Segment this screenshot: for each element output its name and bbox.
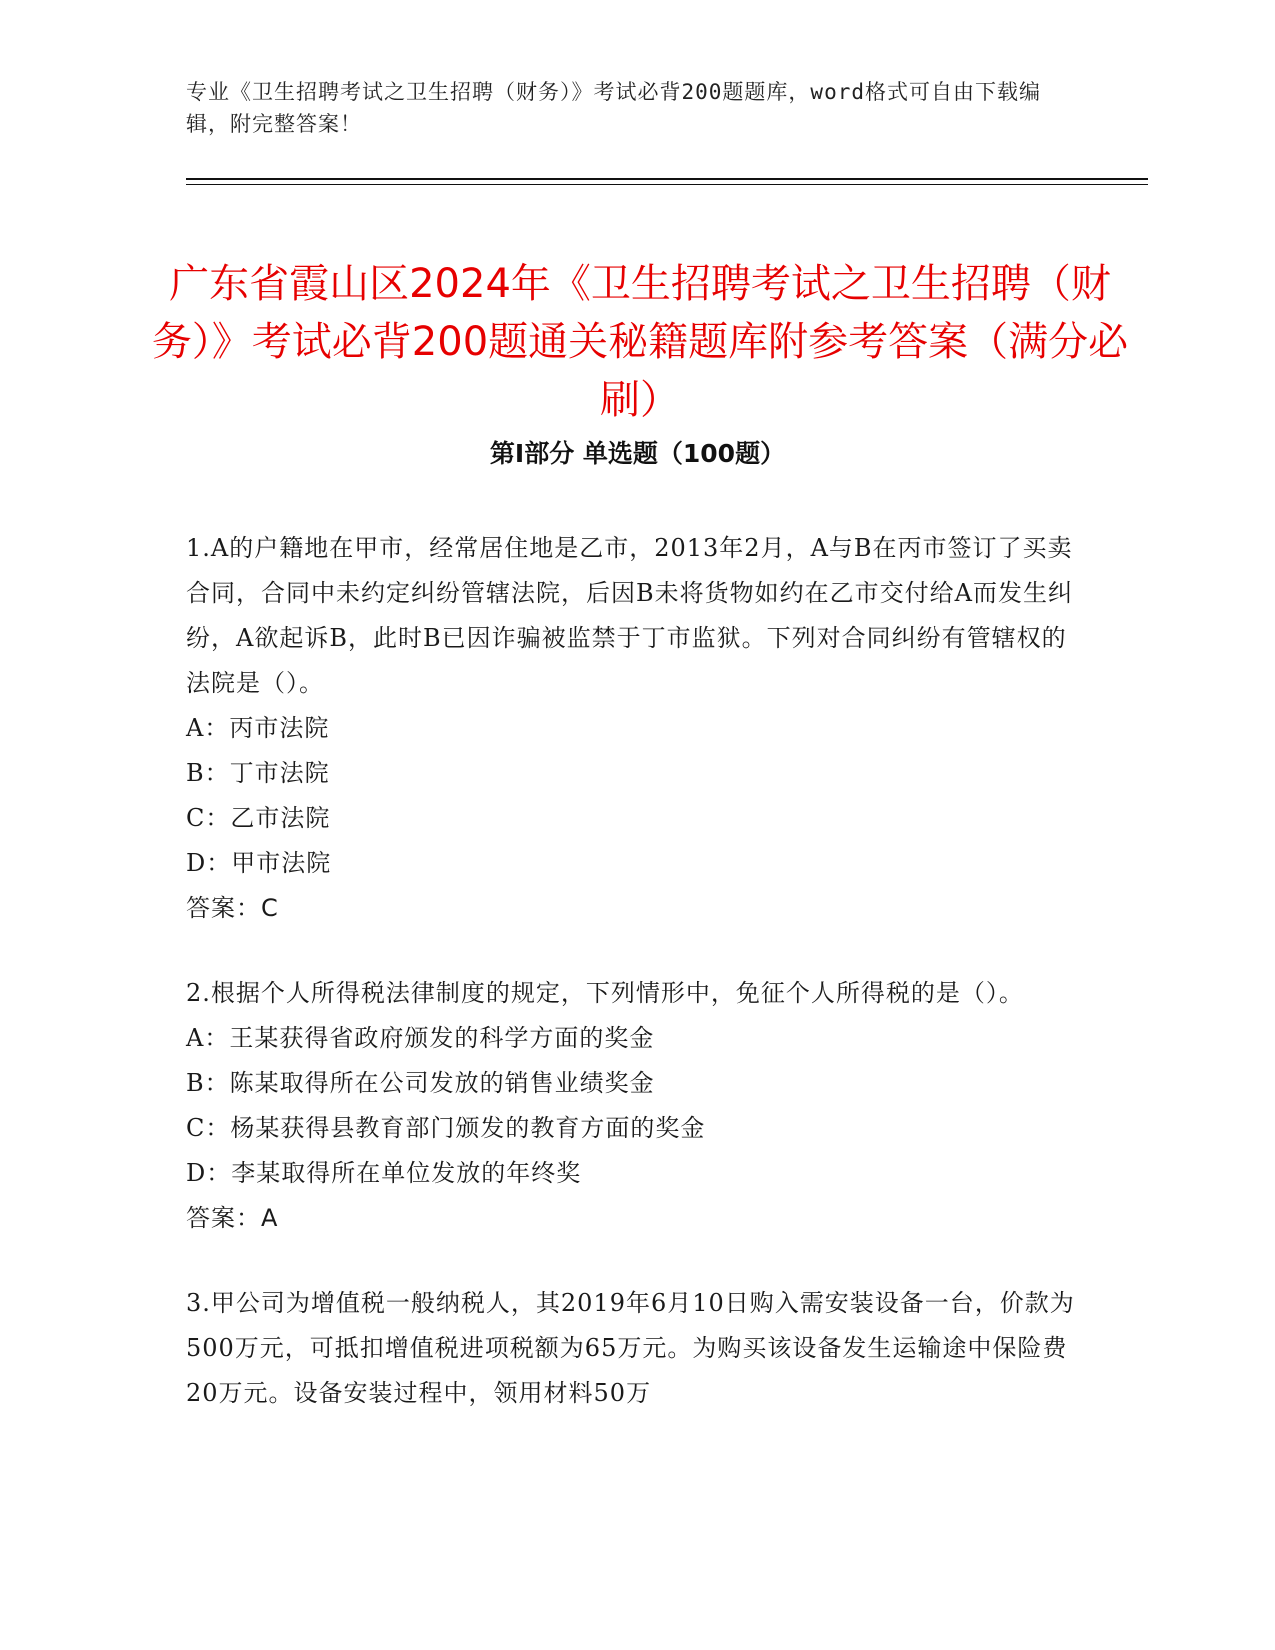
option-c: C：杨某获得县教育部门颁发的教育方面的奖金 xyxy=(186,1114,706,1142)
section-heading: 第Ⅰ部分 单选题（100题） xyxy=(489,439,786,468)
question-stem: 2.根据个人所得税法律制度的规定，下列情形中，免征个人所得税的是（）。 xyxy=(186,979,1024,1007)
header-rule-thin xyxy=(186,184,1148,185)
header-rule-thick xyxy=(186,178,1148,180)
document-title: 广东省霞山区2024年《卫生招聘考试之卫生招聘（财务）》考试必背200题通关秘籍题库附参考答案（满分必刷） xyxy=(151,260,1129,423)
option-d: D：甲市法院 xyxy=(186,849,332,877)
question-list xyxy=(186,526,1086,1456)
option-b: B：丁市法院 xyxy=(186,759,330,787)
question-stem: 3.甲公司为增值税一般纳税人，其2019年6月10日购入需安装设备一台，价款为500万元，可抵扣增值税进项税额为65万元。为购买该设备发生运输途中保险费20万元。设备安装过程中，领用材料50万 xyxy=(186,1289,1075,1407)
answer: 答案：A xyxy=(186,1204,279,1232)
option-c: C：乙市法院 xyxy=(186,804,331,832)
question-3 xyxy=(186,1281,1086,1416)
option-a: A：王某获得省政府颁发的科学方面的奖金 xyxy=(186,1024,655,1052)
answer: 答案：C xyxy=(186,894,279,922)
question-stem: 1.A的户籍地在甲市，经常居住地是乙市，2013年2月，A与B在丙市签订了买卖合同，合同中未约定纠纷管辖法院，后因B未将货物如约在乙市交付给A而发生纠纷，A欲起诉B，此时B已因诈骗被监禁于丁市监狱。下列对合同纠纷有管辖权的法院是（）。 xyxy=(186,534,1073,697)
question-2 xyxy=(186,971,1086,1241)
option-a: A：丙市法院 xyxy=(186,714,330,742)
option-d: D：李某取得所在单位发放的年终奖 xyxy=(186,1159,582,1187)
question-1 xyxy=(186,526,1086,931)
option-b: B：陈某取得所在公司发放的销售业绩奖金 xyxy=(186,1069,655,1097)
header-note: 专业《卫生招聘考试之卫生招聘（财务）》考试必背200题题库，word格式可自由下载编辑，附完整答案！ xyxy=(186,80,1041,136)
